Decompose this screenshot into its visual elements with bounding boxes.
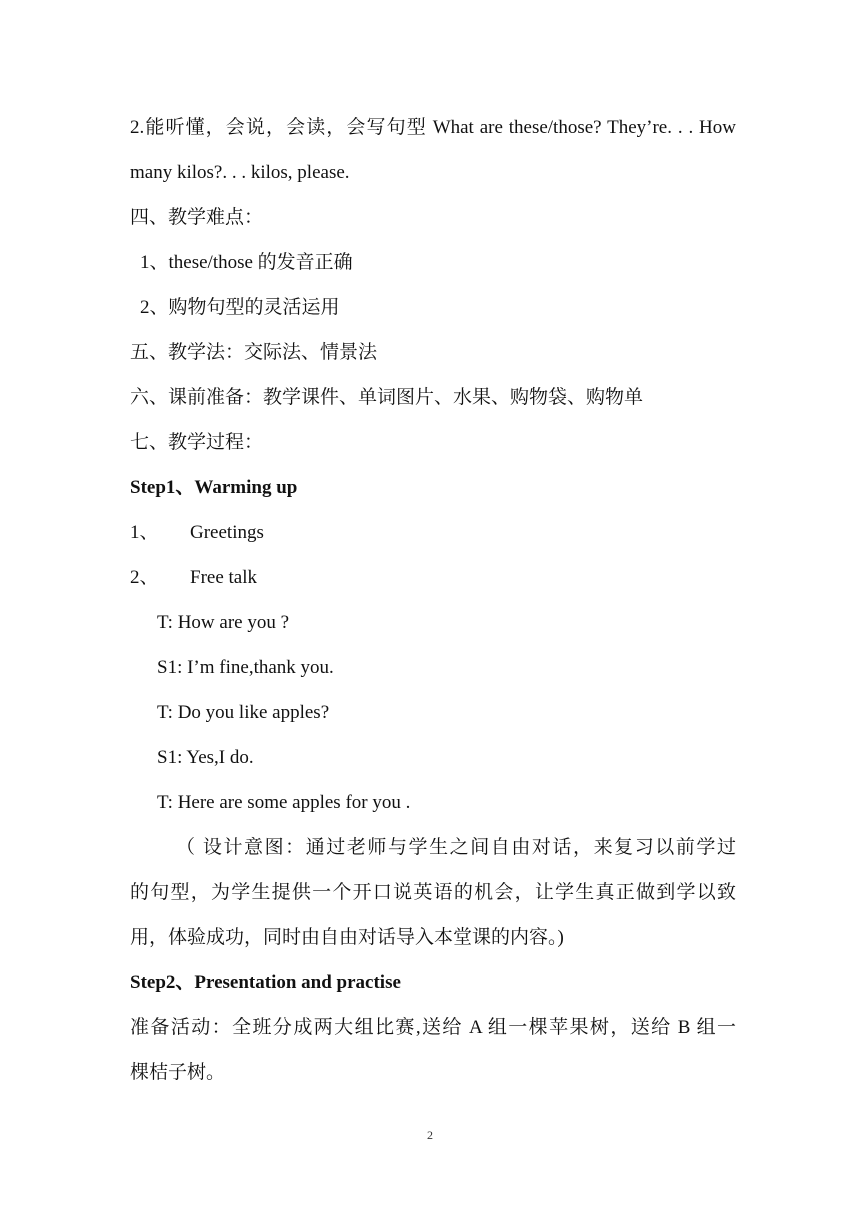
section-6-heading: 六、课前准备：教学课件、单词图片、水果、购物袋、购物单	[130, 387, 644, 408]
page-number: 2	[427, 1128, 433, 1142]
section-4-heading: 四、教学难点：	[130, 207, 264, 228]
step1-item-1	[130, 521, 264, 545]
prep-activity-line-1: 准备活动：全班分成两大组比赛,送给 A 组一棵苹果树，送给 B 组一	[130, 1017, 736, 1038]
difficulty-item-2: 2、购物句型的灵活运用	[140, 297, 340, 318]
prep-activity-line-2: 棵桔子树。	[130, 1062, 226, 1083]
step1-heading: Step1、Warming up	[130, 477, 298, 498]
difficulty-item-1: 1、these/those 的发音正确	[140, 252, 353, 273]
design-intent-line-1: （ 设计意图：通过老师与学生之间自由对话，来复习以前学过	[176, 837, 736, 858]
dialogue-line: T: How are you ?	[157, 612, 290, 633]
item-text: Greetings	[190, 522, 264, 543]
design-intent-line-3: 用，体验成功，同时由自由对话导入本堂课的内容。)	[130, 927, 564, 948]
item-number: 1、	[130, 522, 159, 543]
objective-2-continuation: many kilos?. . . kilos, please.	[130, 162, 350, 183]
section-7-heading: 七、教学过程：	[130, 432, 264, 453]
dialogue-line: S1: I’m fine,thank you.	[157, 657, 334, 678]
section-5-heading: 五、教学法：交际法、情景法	[130, 342, 378, 363]
dialogue-line: T: Here are some apples for you .	[157, 792, 411, 813]
item-number: 2、	[130, 567, 159, 588]
dialogue-line: T: Do you like apples?	[157, 702, 330, 723]
step1-item-2	[130, 566, 257, 590]
objective-2-line: 2.能听懂，会说，会读，会写句型 What are these/those? They’re. . . How	[130, 117, 736, 138]
item-text: Free talk	[190, 567, 258, 588]
design-intent-line-2: 的句型，为学生提供一个开口说英语的机会，让学生真正做到学以致	[130, 882, 736, 903]
dialogue-line: S1: Yes,I do.	[157, 747, 254, 768]
step2-heading: Step2、Presentation and practise	[130, 972, 401, 993]
